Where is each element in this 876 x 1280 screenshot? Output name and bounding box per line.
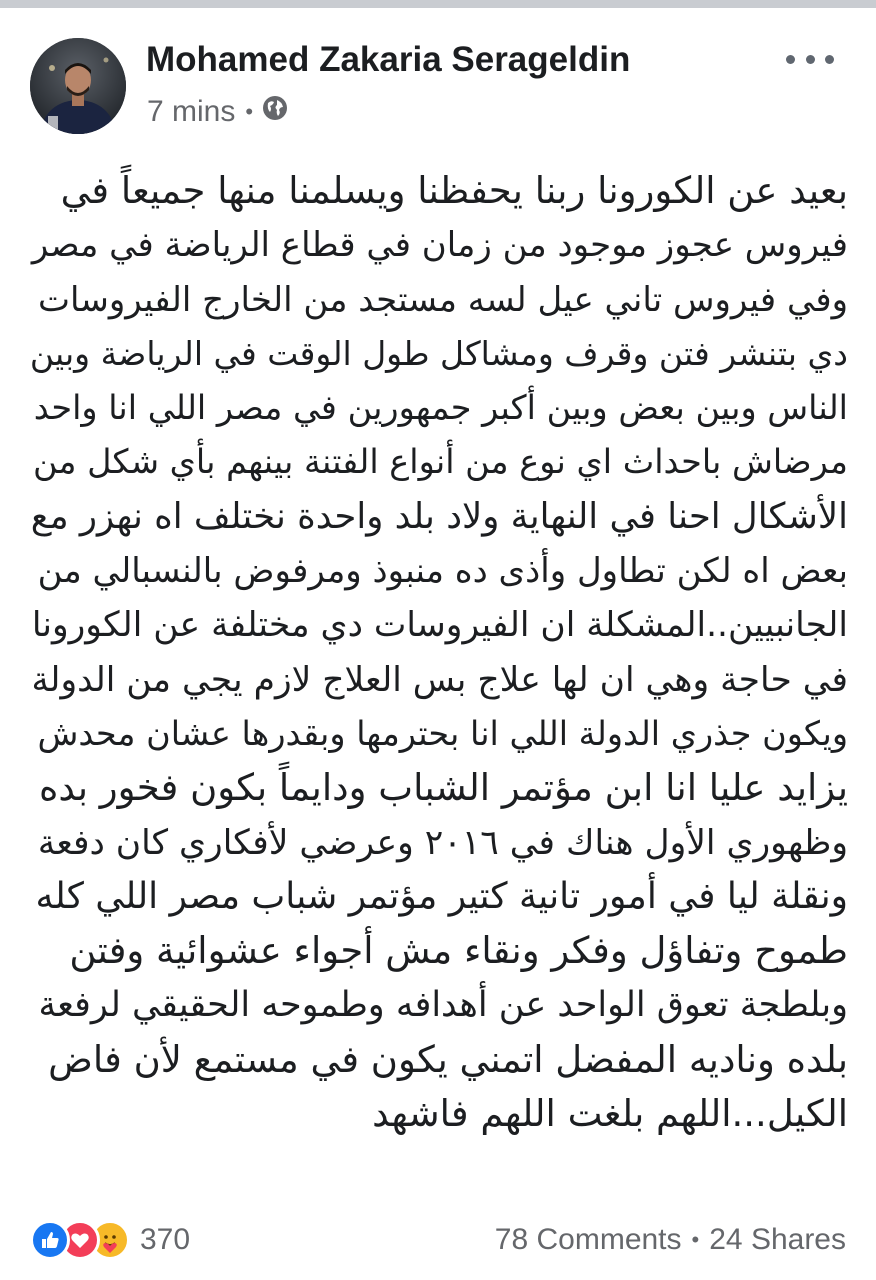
post-stats — [495, 1218, 846, 1262]
reaction-count: 370 — [140, 1223, 191, 1256]
post-text-line: بعيد عن الكورونا ربنا يحفظنا ويسلمنا منها جميعاً في — [60, 169, 848, 212]
post-text-line: الكيل...اللهم بلغت اللهم فاشهد — [372, 1092, 848, 1136]
top-divider — [0, 0, 876, 8]
post-text-line: بعض اه لكن تطاول وأذى ده منبوذ ومرفوض بالنسبالي من — [37, 551, 848, 592]
post-text-line: ونقلة ليا في أمور تانية كتير مؤتمر شباب مصر اللي كله — [35, 875, 848, 917]
author-avatar[interactable] — [30, 38, 126, 134]
more-dot-icon — [825, 55, 834, 64]
post-meta — [147, 92, 289, 132]
author-name[interactable]: Mohamed Zakaria Serageldin — [146, 40, 631, 79]
avatar-photo — [30, 38, 126, 134]
comments-count-link[interactable]: 78 Comments — [494, 1223, 682, 1256]
post-timestamp[interactable]: 7 mins — [147, 95, 236, 128]
post-body — [30, 164, 848, 1141]
post-text-line: مرضاش باحداث اي نوع من أنواع الفتنة بينهم بأي شكل من — [32, 442, 848, 482]
post-text-line: في حاجة وهي ان لها علاج بس العلاج لازم يجي من الدولة — [31, 659, 848, 700]
post-text-line: فيروس عجوز موجود من زمان في قطاع الرياضة في مصر — [31, 225, 848, 266]
more-options-button[interactable] — [786, 44, 834, 74]
reactions-summary[interactable] — [30, 1218, 190, 1262]
post-text-line: الناس وبين بعض وبين أكبر جمهورين في مصر اللي انا واحد — [33, 388, 848, 428]
post-text-line: وظهوري الأول هناك في ٢٠١٦ وعرضي لأفكاري كان دفعة — [37, 822, 848, 863]
shares-count-link[interactable]: 24 Shares — [709, 1223, 846, 1256]
post-text-line: ويكون جذري الدولة اللي انا بحترمها وبقدرها عشان محدش — [37, 713, 848, 753]
post-text-line: دي بتنشر فتن وقرف ومشاكل طول الوقت في الرياضة وبين — [29, 333, 848, 373]
meta-separator: • — [245, 99, 254, 124]
post-text-line: طموح وتفاؤل وفكر ونقاء مش أجواء عشوائية وفتن — [69, 929, 848, 973]
more-dot-icon — [786, 55, 795, 64]
post-text-line: وفي فيروس تاني عيل لسه مستجد من الخارج الفيروسات — [38, 279, 848, 320]
post-text-line: الجانبيين..المشكلة ان الفيروسات دي مختلفة عن الكورونا — [31, 605, 848, 646]
post-text-line: الأشكال احنا في النهاية ولاد بلد واحدة نختلف اه نهزر مع — [30, 495, 848, 537]
globe-icon — [261, 94, 289, 130]
more-dot-icon — [806, 55, 815, 64]
post-text-line: يزايد عليا انا ابن مؤتمر الشباب ودايماً بكون فخور بده — [38, 766, 848, 810]
post-text-line: بلده وناديه المفضل اتمني يكون في مستمع لأن فاض — [48, 1037, 848, 1081]
like-icon — [30, 1220, 70, 1260]
stats-separator: • — [691, 1227, 700, 1252]
post-text-line: وبلطجة تعوق الواحد عن أهدافه وطموحه الحقيقي لرفعة — [38, 985, 848, 1026]
